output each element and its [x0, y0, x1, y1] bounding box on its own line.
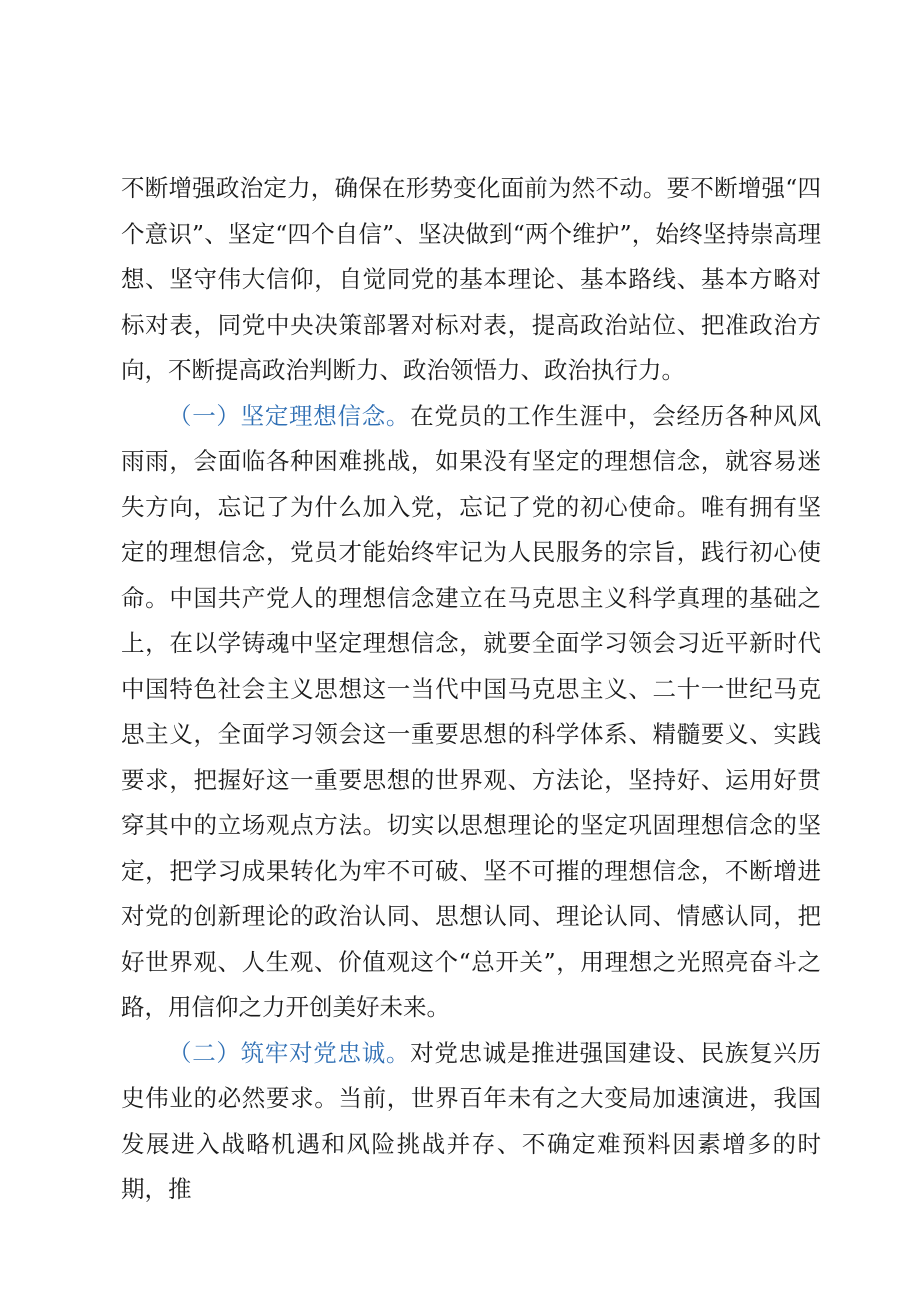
paragraph-party-loyalty	[121, 1031, 821, 1213]
paragraph-ideals-beliefs	[121, 394, 821, 1031]
document-body	[121, 166, 821, 1213]
section-heading-ideals: （一）坚定理想信念。	[168, 401, 411, 430]
section-heading-loyalty: （二）筑牢对党忠诚。	[168, 1038, 411, 1067]
paragraph-text: 不断增强政治定力，确保在形势变化面前为然不动。要不断增强“四个意识”、坚定“四个自信”、坚决做到“两个维护”，始终坚持崇高理想、坚守伟大信仰，自觉同党的基本理论、基本路线、基本方略对标对表，同党中央决策部署对标对表，提高政治站位、把准政治方向，不断提高政治判断力、政治领悟力、政治执行力。	[121, 174, 821, 384]
paragraph-text: 对党忠诚是推进强国建设、民族复兴历史伟业的必然要求。当前，世界百年未有之大变局加速演进，我国发展进入战略机遇和风险挑战并存、不确定难预料因素增多的时期，推	[121, 1038, 822, 1203]
paragraph-text: 在党员的工作生涯中，会经历各种风风雨雨，会面临各种困难挑战，如果没有坚定的理想信念，就容易迷失方向，忘记了为什么加入党，忘记了党的初心使命。唯有拥有坚定的理想信念，党员才能始终牢记为人民服务的宗旨，践行初心使命。中国共产党人的理想信念建立在马克思主义科学真理的基础之上，在以学铸魂中坚定理想信念，就要全面学习领会习近平新时代中国特色社会主义思想这一当代中国马克思主义、二十一世纪马克思主义，全面学习领会这一重要思想的科学体系、精髓要义、实践要求，把握好这一重要思想的世界观、方法论，坚持好、运用好贯穿其中的立场观点方法。切实以思想理论的坚定巩固理想信念的坚定，把学习成果转化为牢不可破、坚不可摧的理想信念，不断增进对党的创新理论的政治认同、思想认同、理论认同、情感认同，把好世界观、人生观、价值观这个“总开关”，用理想之光照亮奋斗之路，用信仰之力开创美好未来。	[121, 401, 822, 1021]
paragraph-political-determination	[121, 166, 821, 394]
